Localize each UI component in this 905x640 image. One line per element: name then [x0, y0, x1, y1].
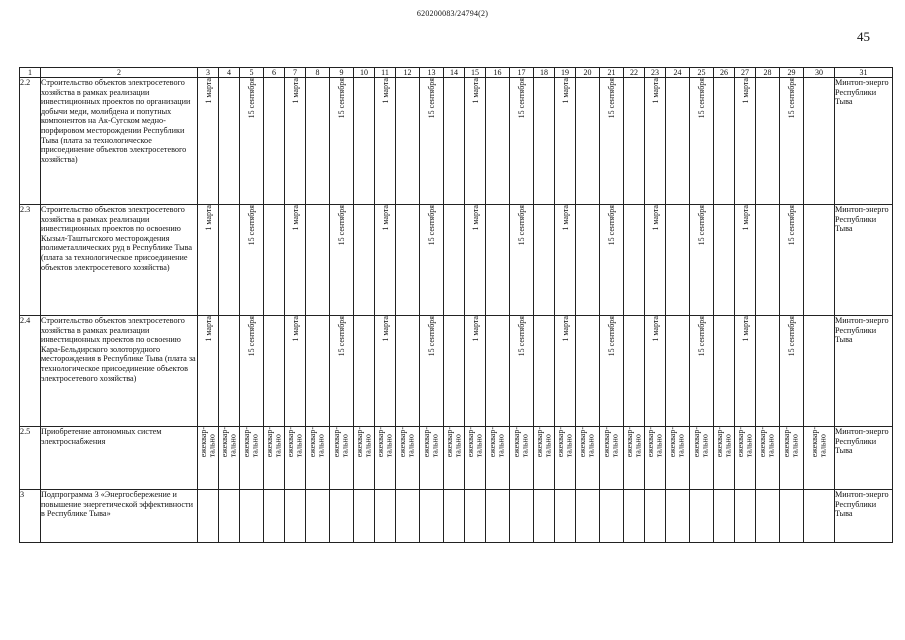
- schedule-cell: [735, 490, 756, 543]
- schedule-cell: [375, 316, 396, 427]
- schedule-cell: [465, 490, 486, 543]
- column-header: 28: [756, 68, 780, 78]
- page-number: 45: [857, 29, 870, 44]
- schedule-cell: [219, 78, 240, 205]
- schedule-cell: [198, 427, 219, 490]
- schedule-date: ежеквар- тально: [735, 427, 753, 458]
- schedule-date: 1 марта: [203, 316, 213, 342]
- schedule-cell: [330, 316, 354, 427]
- column-header: 1: [20, 68, 41, 78]
- schedule-date: 1 марта: [380, 205, 390, 231]
- column-header: 12: [396, 68, 420, 78]
- schedule-cell: [645, 316, 666, 427]
- schedule-cell: [780, 205, 804, 316]
- schedule-cell: [624, 490, 645, 543]
- schedule-cell: [714, 205, 735, 316]
- column-header: 31: [835, 68, 893, 78]
- schedule-date: ежеквар- тально: [809, 427, 827, 458]
- schedule-date: ежеквар- тально: [444, 427, 462, 458]
- schedule-cell: [465, 427, 486, 490]
- schedule-cell: [264, 316, 285, 427]
- schedule-date: 1 марта: [560, 78, 570, 104]
- schedule-date: ежеквар- тально: [668, 427, 686, 458]
- table-row: [20, 427, 893, 490]
- schedule-date: 15 сентября: [337, 78, 346, 119]
- schedule-cell: [306, 316, 330, 427]
- schedule-cell: [576, 205, 600, 316]
- column-header: 27: [735, 68, 756, 78]
- schedule-date: ежеквар- тально: [534, 427, 552, 458]
- schedule-cell: [375, 205, 396, 316]
- schedule-cell: [444, 427, 465, 490]
- schedule-date: 15 сентября: [517, 78, 526, 119]
- column-header: 25: [690, 68, 714, 78]
- schedule-cell: [666, 427, 690, 490]
- schedule-cell: [690, 205, 714, 316]
- schedule-date: ежеквар- тально: [242, 427, 260, 458]
- schedule-cell: [600, 316, 624, 427]
- schedule-cell: [735, 78, 756, 205]
- schedule-date: ежеквар- тально: [758, 427, 776, 458]
- schedule-date: ежеквар- тально: [219, 427, 237, 458]
- column-header: 5: [240, 68, 264, 78]
- schedule-date: 1 марта: [560, 316, 570, 342]
- schedule-date: 15 сентября: [337, 205, 346, 246]
- schedule-cell: [444, 490, 465, 543]
- schedule-cell: [510, 316, 534, 427]
- schedule-date: 15 сентября: [427, 78, 436, 119]
- schedule-cell: [354, 490, 375, 543]
- column-header: 16: [486, 68, 510, 78]
- schedule-cell: [198, 316, 219, 427]
- schedule-date: 15 сентября: [697, 316, 706, 357]
- schedule-date: 1 марта: [203, 78, 213, 104]
- schedule-cell: [375, 78, 396, 205]
- schedule-cell: [264, 490, 285, 543]
- schedule-date: ежеквар- тально: [488, 427, 506, 458]
- schedule-date: 1 марта: [470, 316, 480, 342]
- column-header: 6: [264, 68, 285, 78]
- schedule-cell: [486, 427, 510, 490]
- schedule-cell: [624, 427, 645, 490]
- schedule-cell: [624, 316, 645, 427]
- row-number: 2.3: [20, 205, 41, 316]
- schedule-cell: [486, 78, 510, 205]
- schedule-date: 15 сентября: [247, 78, 256, 119]
- responsible-executor: Минтоп-энерго Республики Тыва: [835, 316, 893, 427]
- schedule-date: ежеквар- тально: [692, 427, 710, 458]
- schedule-cell: [756, 78, 780, 205]
- schedule-cell: [264, 205, 285, 316]
- schedule-cell: [285, 316, 306, 427]
- schedule-cell: [645, 490, 666, 543]
- schedule-cell: [600, 205, 624, 316]
- schedule-cell: [510, 490, 534, 543]
- schedule-date: 15 сентября: [247, 205, 256, 246]
- schedule-cell: [420, 205, 444, 316]
- schedule-cell: [804, 427, 835, 490]
- schedule-date: 15 сентября: [607, 205, 616, 246]
- schedule-date: 1 марта: [290, 78, 300, 104]
- table-row: [20, 78, 893, 205]
- schedule-cell: [534, 427, 555, 490]
- column-header: 8: [306, 68, 330, 78]
- schedule-date: ежеквар- тально: [354, 427, 372, 458]
- column-header: 13: [420, 68, 444, 78]
- header-row: [20, 68, 893, 78]
- schedule-cell: [285, 205, 306, 316]
- schedule-date: ежеквар- тально: [602, 427, 620, 458]
- schedule-cell: [555, 205, 576, 316]
- schedule-date: 15 сентября: [427, 205, 436, 246]
- schedule-cell: [666, 78, 690, 205]
- schedule-date: 1 марта: [380, 78, 390, 104]
- schedule-cell: [420, 316, 444, 427]
- schedule-cell: [555, 427, 576, 490]
- column-header: 9: [330, 68, 354, 78]
- schedule-cell: [804, 316, 835, 427]
- schedule-cell: [534, 78, 555, 205]
- schedule-cell: [714, 316, 735, 427]
- schedule-date: 1 марта: [380, 316, 390, 342]
- column-header: 22: [624, 68, 645, 78]
- schedule-cell: [306, 427, 330, 490]
- schedule-cell: [306, 490, 330, 543]
- schedule-cell: [804, 78, 835, 205]
- schedule-cell: [330, 427, 354, 490]
- schedule-date: ежеквар- тально: [264, 427, 282, 458]
- schedule-cell: [690, 490, 714, 543]
- schedule-cell: [780, 490, 804, 543]
- row-number: 2.2: [20, 78, 41, 205]
- schedule-cell: [645, 427, 666, 490]
- schedule-cell: [219, 490, 240, 543]
- schedule-cell: [330, 78, 354, 205]
- table-row: [20, 205, 893, 316]
- schedule-date: 15 сентября: [787, 78, 796, 119]
- schedule-date: 1 марта: [290, 205, 300, 231]
- schedule-cell: [666, 316, 690, 427]
- schedule-date: 15 сентября: [787, 205, 796, 246]
- schedule-date: ежеквар- тально: [714, 427, 732, 458]
- schedule-date: 15 сентября: [337, 316, 346, 357]
- schedule-cell: [555, 490, 576, 543]
- schedule-cell: [510, 78, 534, 205]
- schedule-date: ежеквар- тально: [578, 427, 596, 458]
- schedule-cell: [285, 78, 306, 205]
- schedule-date: 1 марта: [203, 205, 213, 231]
- schedule-cell: [756, 205, 780, 316]
- schedule-cell: [198, 78, 219, 205]
- activity-name: Строительство объектов электросетевого хозяйства в рамках реализации инвестиционных проектов по организации добычи меди, молибдена и попутных компонентов на Ак-Сугском медно-порфировом месторождении Республики Тыва (плата за технологическое присоединение объектов электросетевого хозяйства): [41, 78, 198, 205]
- schedule-date: 1 марта: [290, 316, 300, 342]
- column-header: 26: [714, 68, 735, 78]
- schedule-date: ежеквар- тально: [398, 427, 416, 458]
- schedule-cell: [396, 316, 420, 427]
- schedule-cell: [465, 205, 486, 316]
- schedule-cell: [756, 427, 780, 490]
- schedule-cell: [600, 78, 624, 205]
- schedule-cell: [600, 490, 624, 543]
- schedule-date: ежеквар- тально: [645, 427, 663, 458]
- table-row: [20, 490, 893, 543]
- schedule-date: ежеквар- тально: [332, 427, 350, 458]
- schedule-cell: [534, 316, 555, 427]
- column-header: 29: [780, 68, 804, 78]
- schedule-date: 15 сентября: [607, 78, 616, 119]
- schedule-cell: [444, 205, 465, 316]
- schedule-cell: [285, 490, 306, 543]
- column-header: 7: [285, 68, 306, 78]
- schedule-cell: [354, 427, 375, 490]
- schedule-cell: [264, 78, 285, 205]
- schedule-cell: [375, 427, 396, 490]
- schedule-cell: [780, 427, 804, 490]
- schedule-cell: [465, 316, 486, 427]
- row-number: 2.5: [20, 427, 41, 490]
- schedule-cell: [219, 316, 240, 427]
- schedule-date: 1 марта: [470, 205, 480, 231]
- schedule-cell: [375, 490, 396, 543]
- schedule-cell: [306, 78, 330, 205]
- schedule-cell: [354, 78, 375, 205]
- schedule-date: 15 сентября: [517, 316, 526, 357]
- responsible-executor: Минтоп-энерго Республики Тыва: [835, 205, 893, 316]
- schedule-cell: [396, 490, 420, 543]
- schedule-cell: [624, 205, 645, 316]
- schedule-cell: [264, 427, 285, 490]
- schedule-cell: [306, 205, 330, 316]
- schedule-cell: [420, 427, 444, 490]
- column-header: 15: [465, 68, 486, 78]
- schedule-cell: [240, 490, 264, 543]
- schedule-cell: [354, 316, 375, 427]
- schedule-date: ежеквар- тально: [422, 427, 440, 458]
- schedule-cell: [624, 78, 645, 205]
- document-id: 620200083/24794(2): [416, 9, 489, 18]
- schedule-date: ежеквар- тально: [198, 427, 216, 458]
- responsible-executor: Минтоп-энерго Республики Тыва: [835, 490, 893, 543]
- schedule-cell: [756, 316, 780, 427]
- schedule-date: ежеквар- тально: [624, 427, 642, 458]
- schedule-cell: [510, 427, 534, 490]
- schedule-cell: [576, 316, 600, 427]
- schedule-cell: [690, 78, 714, 205]
- schedule-cell: [285, 427, 306, 490]
- column-header: 21: [600, 68, 624, 78]
- column-header: 18: [534, 68, 555, 78]
- schedule-cell: [420, 78, 444, 205]
- row-number: 2.4: [20, 316, 41, 427]
- schedule-cell: [534, 205, 555, 316]
- schedule-cell: [534, 490, 555, 543]
- schedule-cell: [420, 490, 444, 543]
- schedule-date: ежеквар- тально: [782, 427, 800, 458]
- schedule-cell: [240, 78, 264, 205]
- column-header: 2: [41, 68, 198, 78]
- schedule-cell: [555, 78, 576, 205]
- row-number: 3: [20, 490, 41, 543]
- schedule-cell: [714, 490, 735, 543]
- schedule-date: ежеквар- тально: [465, 427, 483, 458]
- schedule-cell: [354, 205, 375, 316]
- column-header: 20: [576, 68, 600, 78]
- schedule-cell: [330, 205, 354, 316]
- schedule-cell: [735, 316, 756, 427]
- schedule-cell: [600, 427, 624, 490]
- schedule-cell: [510, 205, 534, 316]
- activity-name: Строительство объектов электросетевого хозяйства в рамках реализации инвестиционных проектов по освоению Кара-Бельдирского золоторудного месторождения в Республике Тыва (плата за технологическое присоединение объектов электросетевого хозяйства): [41, 316, 198, 427]
- schedule-cell: [690, 316, 714, 427]
- activity-name: Строительство объектов электросетевого хозяйства в рамках реализации инвестиционных проектов по освоению Кызыл-Таштыгского месторождения полиметаллических руд в Республике Тыва (плата за технологическое присоединение объектов электросетевого хозяйства): [41, 205, 198, 316]
- column-header: 30: [804, 68, 835, 78]
- schedule-date: ежеквар- тально: [555, 427, 573, 458]
- schedule-date: 15 сентября: [787, 316, 796, 357]
- schedule-table: [19, 67, 893, 543]
- schedule-date: 1 марта: [740, 205, 750, 231]
- schedule-cell: [645, 205, 666, 316]
- schedule-cell: [219, 205, 240, 316]
- column-header: 14: [444, 68, 465, 78]
- schedule-cell: [486, 316, 510, 427]
- activity-name: Приобретение автономных систем электроснабжения: [41, 427, 198, 490]
- schedule-date: 15 сентября: [697, 78, 706, 119]
- schedule-cell: [576, 490, 600, 543]
- schedule-cell: [396, 427, 420, 490]
- schedule-cell: [645, 78, 666, 205]
- schedule-cell: [240, 316, 264, 427]
- schedule-cell: [444, 316, 465, 427]
- schedule-date: 15 сентября: [247, 316, 256, 357]
- schedule-date: ежеквар- тально: [512, 427, 530, 458]
- schedule-date: 15 сентября: [697, 205, 706, 246]
- schedule-cell: [576, 427, 600, 490]
- schedule-cell: [198, 205, 219, 316]
- column-header: 24: [666, 68, 690, 78]
- schedule-cell: [780, 78, 804, 205]
- responsible-executor: Минтоп-энерго Республики Тыва: [835, 427, 893, 490]
- schedule-cell: [804, 205, 835, 316]
- schedule-cell: [240, 427, 264, 490]
- schedule-date: 15 сентября: [607, 316, 616, 357]
- schedule-cell: [396, 205, 420, 316]
- schedule-cell: [330, 490, 354, 543]
- schedule-cell: [714, 78, 735, 205]
- schedule-cell: [486, 205, 510, 316]
- activity-name: Подпрограмма 3 «Энергосбережение и повышение энергетической эффективности в Республике Тыва»: [41, 490, 198, 543]
- column-header: 23: [645, 68, 666, 78]
- column-header: 17: [510, 68, 534, 78]
- schedule-date: 1 марта: [650, 78, 660, 104]
- schedule-date: 1 марта: [560, 205, 570, 231]
- schedule-cell: [396, 78, 420, 205]
- schedule-date: 1 марта: [470, 78, 480, 104]
- column-header: 11: [375, 68, 396, 78]
- responsible-executor: Минтоп-энерго Республики Тыва: [835, 78, 893, 205]
- schedule-date: 1 марта: [650, 205, 660, 231]
- schedule-date: 15 сентября: [427, 316, 436, 357]
- schedule-date: ежеквар- тально: [308, 427, 326, 458]
- schedule-cell: [486, 490, 510, 543]
- schedule-date: 1 марта: [740, 78, 750, 104]
- schedule-date: 1 марта: [650, 316, 660, 342]
- schedule-cell: [444, 78, 465, 205]
- schedule-cell: [240, 205, 264, 316]
- schedule-cell: [756, 490, 780, 543]
- schedule-date: ежеквар- тально: [375, 427, 393, 458]
- schedule-cell: [219, 427, 240, 490]
- schedule-cell: [804, 490, 835, 543]
- schedule-cell: [198, 490, 219, 543]
- schedule-cell: [690, 427, 714, 490]
- column-header: 3: [198, 68, 219, 78]
- schedule-cell: [666, 490, 690, 543]
- column-header: 10: [354, 68, 375, 78]
- schedule-date: 1 марта: [740, 316, 750, 342]
- column-header: 19: [555, 68, 576, 78]
- schedule-cell: [666, 205, 690, 316]
- schedule-cell: [555, 316, 576, 427]
- schedule-date: ежеквар- тально: [285, 427, 303, 458]
- schedule-cell: [735, 205, 756, 316]
- schedule-cell: [714, 427, 735, 490]
- table-row: [20, 316, 893, 427]
- column-header: 4: [219, 68, 240, 78]
- schedule-date: 15 сентября: [517, 205, 526, 246]
- schedule-cell: [780, 316, 804, 427]
- schedule-cell: [465, 78, 486, 205]
- schedule-cell: [576, 78, 600, 205]
- schedule-cell: [735, 427, 756, 490]
